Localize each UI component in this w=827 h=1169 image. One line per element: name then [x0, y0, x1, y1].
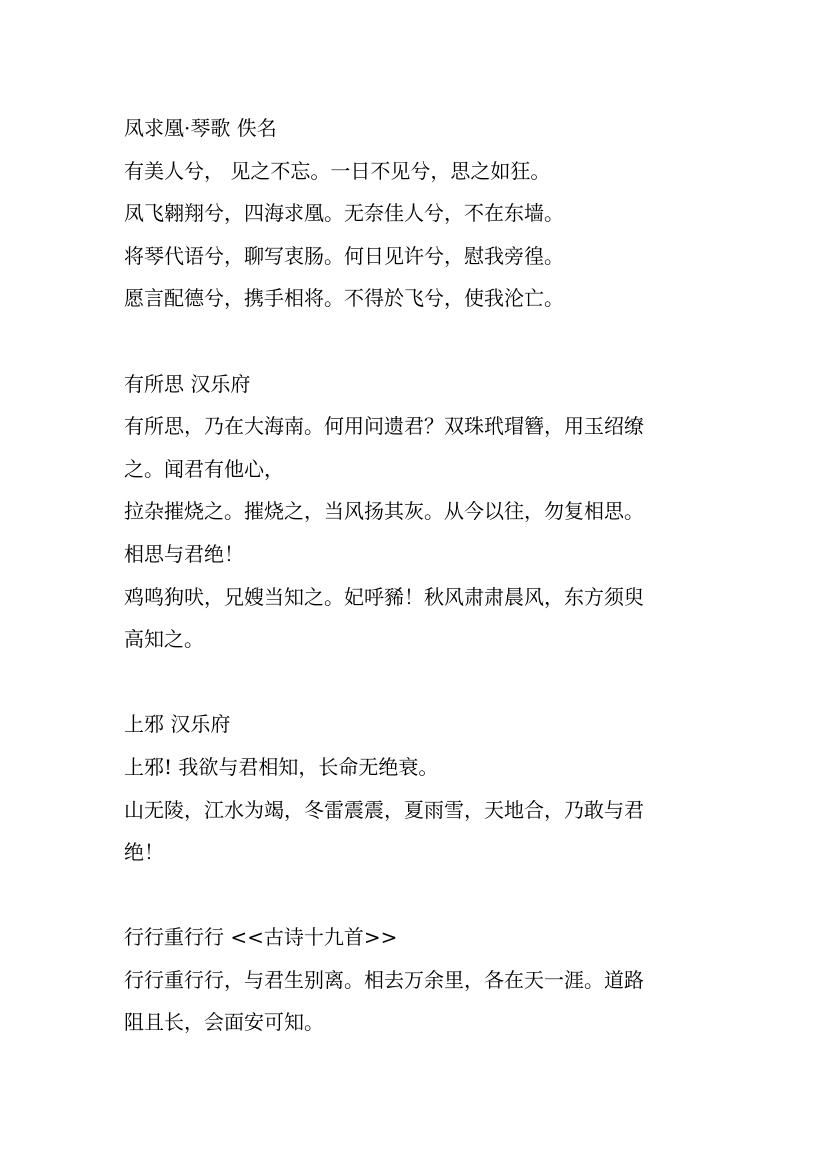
poem-line: 凤飞翱翔兮，四海求凰。无奈佳人兮，不在东墙。 [124, 201, 564, 226]
section-spacer [124, 874, 714, 917]
poem-line: 有所思，乃在大海南。何用问遗君？双珠玳瑁簪，用玉绍缭 [124, 414, 644, 439]
poem-line: 愿言配德兮，携手相将。不得於飞兮，使我沦亡。 [124, 286, 564, 311]
poem-line: 行行重行行，与君生别离。相去万余里，各在天一涯。道路 [124, 967, 644, 992]
poem-line: 山无陵，江水为竭，冬雷震震，夏雨雪，天地合，乃敢与君 [124, 797, 644, 822]
poem-line: 拉杂摧烧之。摧烧之，当风扬其灰。从今以往，勿复相思。 [124, 499, 644, 524]
poem-line: 之。闻君有他心， [124, 456, 284, 481]
poem-line: 鸡鸣狗吠，兄嫂当知之。妃呼豨！秋风肃肃晨风，东方须臾 [124, 584, 644, 609]
poem-line: 绝！ [124, 840, 164, 865]
poem-section [124, 107, 714, 320]
poem-section [124, 916, 714, 1044]
poem-heading: 行行重行行 <<古诗十九首>> [124, 925, 398, 950]
poem-line: 阻且长，会面安可知。 [124, 1010, 324, 1035]
poem-heading: 上邪 汉乐府 [124, 712, 231, 737]
poem-section [124, 363, 714, 661]
poem-line: 相思与君绝！ [124, 541, 244, 566]
poem-line: 有美人兮， 见之不忘。一日不见兮，思之如狂。 [124, 158, 551, 183]
poem-line: 高知之。 [124, 627, 204, 652]
poem-section [124, 703, 714, 873]
document-page [124, 107, 714, 1044]
poem-line: 将琴代语兮，聊写衷肠。何日见许兮，慰我旁徨。 [124, 243, 564, 268]
section-spacer [124, 320, 714, 363]
poem-heading: 凤求凰·琴歌 佚名 [124, 116, 277, 140]
section-spacer [124, 661, 714, 704]
poem-heading: 有所思 汉乐府 [124, 371, 251, 396]
poem-line: 上邪! 我欲与君相知，长命无绝衰。 [124, 754, 439, 779]
